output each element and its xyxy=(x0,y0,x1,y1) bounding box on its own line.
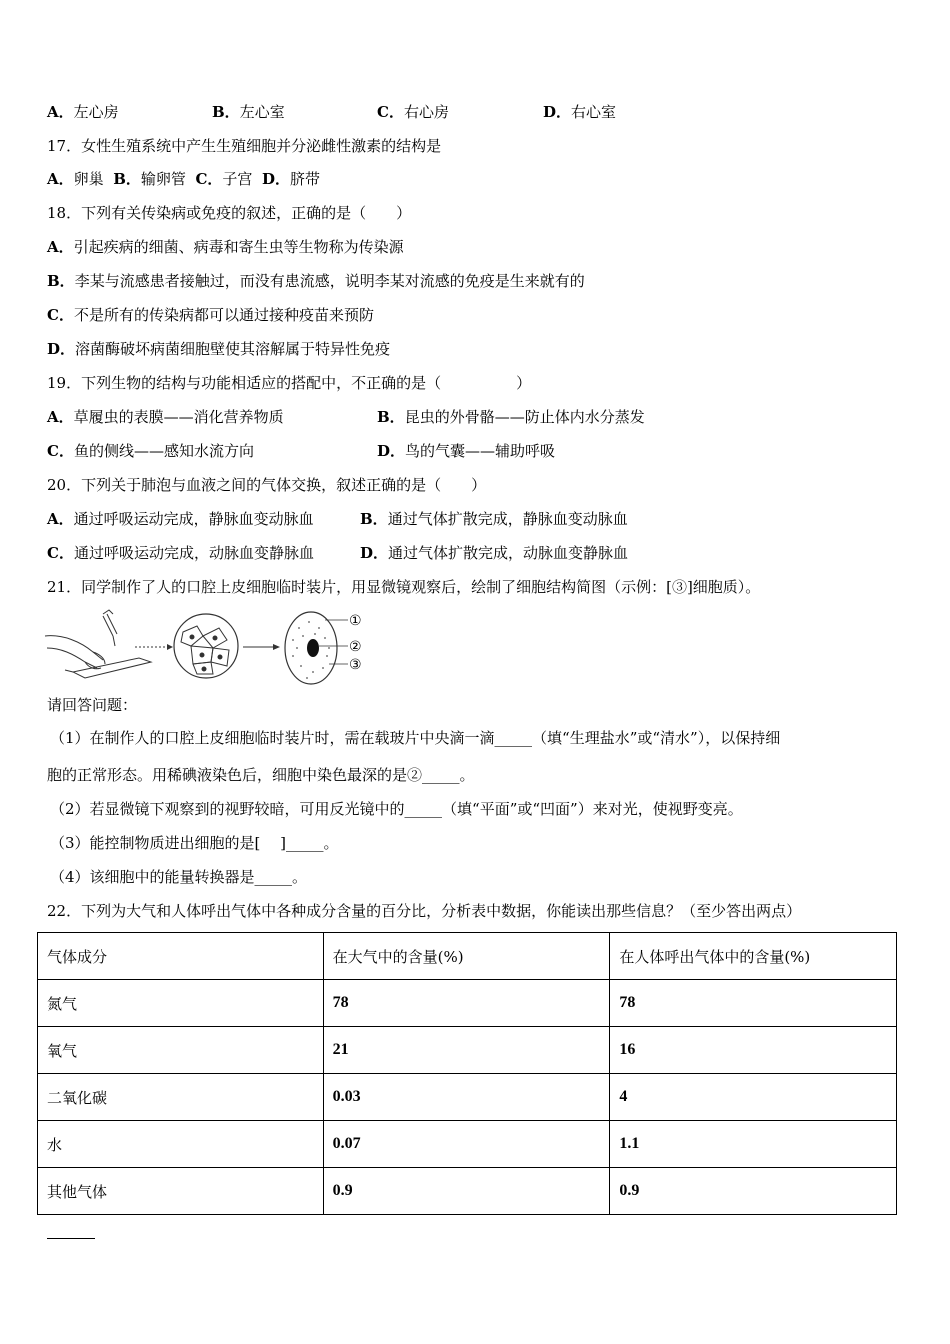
q19-option-a: A．草履虫的表膜——消化营养物质 xyxy=(47,408,284,426)
arrow-icon xyxy=(135,644,173,650)
q21-stem: 21．同学制作了人的口腔上皮细胞临时装片，用显微镜观察后，绘制了细胞结构简图（示例：[③]细胞质）。 xyxy=(47,578,761,596)
q18-option-a: A．引起疾病的细菌、病毒和寄生虫等生物称为传染源 xyxy=(47,238,404,256)
table-row xyxy=(38,1121,897,1168)
table-row xyxy=(38,1074,897,1121)
table-header: 在人体呼出气体中的含量(%) xyxy=(610,933,897,980)
q21-sub2: （2）若显微镜下观察到的视野较暗，可用反光镜中的_____（填“平面”或“凹面”）来对光，使视野变亮。 xyxy=(50,800,743,818)
label-1: ① xyxy=(349,613,362,629)
table-cell: 78 xyxy=(323,980,610,1027)
table-cell: 0.9 xyxy=(323,1168,610,1215)
label-3: ③ xyxy=(349,657,362,673)
table-cell: 氮气 xyxy=(38,980,324,1027)
q18-option-b: B．李某与流感患者接触过，而没有患流感，说明李某对流感的免疫是生来就有的 xyxy=(47,272,585,290)
q16-option-d: D．右心室 xyxy=(543,103,617,121)
q16-option-c: C．右心房 xyxy=(377,103,449,121)
table-cell: 其他气体 xyxy=(38,1168,324,1215)
q18-option-d: D．溶菌酶破坏病菌细胞壁使其溶解属于特异性免疫 xyxy=(47,340,391,358)
table-cell: 二氧化碳 xyxy=(38,1074,324,1121)
q18-option-c: C．不是所有的传染病都可以通过接种疫苗来预防 xyxy=(47,306,374,324)
label-2: ② xyxy=(349,639,362,655)
q21-sub3: （3）能控制物质进出细胞的是[ ]_____。 xyxy=(50,834,339,852)
q19-option-d: D．鸟的气囊——辅助呼吸 xyxy=(377,442,556,460)
dropper-hand-icon xyxy=(45,610,151,678)
table-cell: 0.9 xyxy=(610,1168,897,1215)
q20-option-d: D．通过气体扩散完成，动脉血变静脉血 xyxy=(360,544,629,562)
arrow-icon xyxy=(243,644,280,650)
q17-options: A．卵巢 B．输卵管 C．子宫 D．脐带 xyxy=(47,170,320,188)
q20-option-a: A．通过呼吸运动完成，静脉血变动脉血 xyxy=(47,510,314,528)
q21-sub1-line1: （1）在制作人的口腔上皮细胞临时装片时，需在载玻片中央滴一滴_____（填“生理盐水”或“清水”），以保持细 xyxy=(50,729,781,747)
cell-preparation-figure xyxy=(43,606,373,690)
q20-stem: 20．下列关于肺泡与血液之间的气体交换，叙述正确的是（ ） xyxy=(47,476,487,494)
q20-option-c: C．通过呼吸运动完成，动脉血变静脉血 xyxy=(47,544,314,562)
answer-blank-line xyxy=(47,1238,95,1239)
table-cell: 0.03 xyxy=(323,1074,610,1121)
q19-option-c: C．鱼的侧线——感知水流方向 xyxy=(47,442,254,460)
table-header: 在大气中的含量(%) xyxy=(323,933,610,980)
table-cell: 78 xyxy=(610,980,897,1027)
table-row xyxy=(38,1168,897,1215)
table-header: 气体成分 xyxy=(38,933,324,980)
q17-stem: 17．女性生殖系统中产生生殖细胞并分泌雌性激素的结构是 xyxy=(47,137,442,155)
q21-sub1-line2: 胞的正常形态。用稀碘液染色后，细胞中染色最深的是②_____。 xyxy=(47,766,475,784)
table-cell: 氧气 xyxy=(38,1027,324,1074)
q20-option-b: B．通过气体扩散完成，静脉血变动脉血 xyxy=(360,510,628,528)
table-cell: 0.07 xyxy=(323,1121,610,1168)
table-cell: 16 xyxy=(610,1027,897,1074)
table-header-row xyxy=(38,933,897,980)
q18-stem: 18．下列有关传染病或免疫的叙述，正确的是（ ） xyxy=(47,204,412,222)
table-row xyxy=(38,980,897,1027)
microscope-view-icon xyxy=(174,614,238,678)
gas-composition-table xyxy=(37,932,897,1215)
q16-option-a: A．左心房 xyxy=(47,103,119,121)
table-cell: 4 xyxy=(610,1074,897,1121)
q19-option-b: B．昆虫的外骨骼——防止体内水分蒸发 xyxy=(377,408,645,426)
q22-stem: 22．下列为大气和人体呼出气体中各种成分含量的百分比，分析表中数据，你能读出那些信息？（至少答出两点） xyxy=(47,902,802,920)
table-cell: 1.1 xyxy=(610,1121,897,1168)
q21-prompt: 请回答问题： xyxy=(47,696,138,714)
q19-stem: 19．下列生物的结构与功能相适应的搭配中，不正确的是（ ） xyxy=(47,374,532,392)
q16-option-b: B．左心室 xyxy=(212,103,285,121)
table-cell: 水 xyxy=(38,1121,324,1168)
cell-diagram-icon xyxy=(285,612,337,684)
q21-sub4: （4）该细胞中的能量转换器是_____。 xyxy=(50,868,308,886)
table-row xyxy=(38,1027,897,1074)
table-cell: 21 xyxy=(323,1027,610,1074)
